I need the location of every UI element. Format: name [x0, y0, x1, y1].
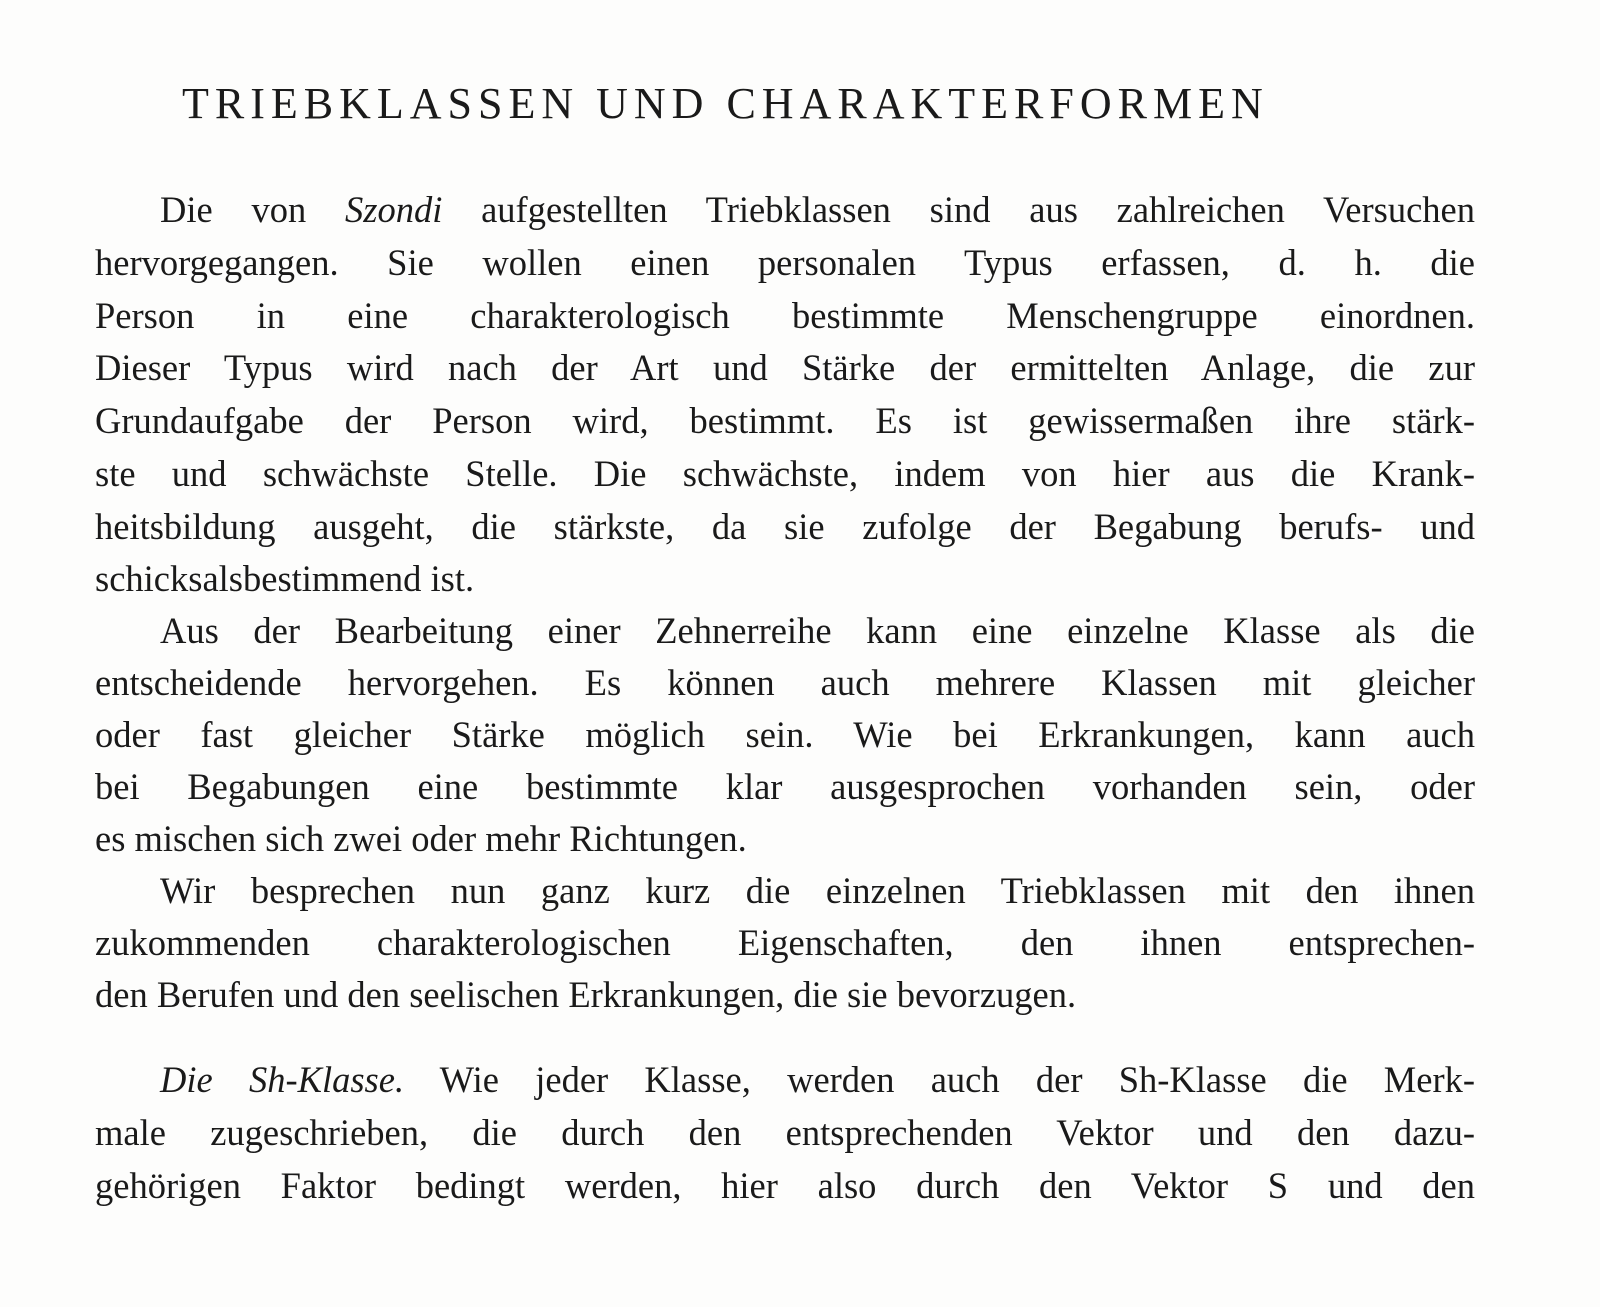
text-run: Wie jeder Klasse, werden auch der Sh-Klasse die Merk- — [404, 1059, 1476, 1100]
paragraph-3-line-2: zukommenden charakterologischen Eigenschaften, den ihnen entsprechen- — [95, 922, 1475, 963]
paragraph-1-line-5: Grundaufgabe der Person wird, bestimmt. Es ist gewissermaßen ihre stärk- — [95, 400, 1475, 441]
paragraph-1-line-3: Person in eine charakterologisch bestimmte Menschengruppe einordnen. — [95, 295, 1475, 336]
paragraph-2-line-3: oder fast gleicher Stärke möglich sein. Wie bei Erkrankungen, kann auch — [95, 714, 1475, 755]
paragraph-4-line-1 — [160, 1055, 1475, 1105]
text-run: aufgestellten Triebklassen sind aus zahlreichen Versuchen — [442, 189, 1476, 230]
paragraph-1-line-6: ste und schwächste Stelle. Die schwächste, indem von hier aus die Krank- — [95, 453, 1475, 494]
paragraph-2-line-1: Aus der Bearbeitung einer Zehnerreihe kann eine einzelne Klasse als die — [160, 610, 1475, 651]
paragraph-4-line-3: gehörigen Faktor bedingt werden, hier also durch den Vektor S und den — [95, 1165, 1475, 1206]
paragraph-1-line-7: heitsbildung ausgeht, die stärkste, da sie zufolge der Begabung berufs- und — [95, 506, 1475, 547]
paragraph-2-line-2: entscheidende hervorgehen. Es können auch mehrere Klassen mit gleicher — [95, 662, 1475, 703]
paragraph-1-line-8: schicksalsbestimmend ist. — [95, 558, 475, 599]
paragraph-3-line-1: Wir besprechen nun ganz kurz die einzelnen Triebklassen mit den ihnen — [160, 870, 1475, 911]
paragraph-1-line-4: Dieser Typus wird nach der Art und Stärke der ermittelten Anlage, die zur — [95, 347, 1475, 388]
chapter-heading: TRIEBKLASSEN UND CHARAKTERFORMEN — [182, 79, 1269, 128]
paragraph-2-line-5: es mischen sich zwei oder mehr Richtungen. — [95, 818, 747, 859]
paragraph-4-line-2: male zugeschrieben, die durch den entsprechenden Vektor und den dazu- — [95, 1112, 1475, 1153]
paragraph-2-line-4: bei Begabungen eine bestimmte klar ausgesprochen vorhanden sein, oder — [95, 766, 1475, 807]
author-name-italic: Szondi — [344, 189, 443, 230]
paragraph-1-line-2: hervorgegangen. Sie wollen einen personalen Typus erfassen, d. h. die — [95, 242, 1475, 283]
text-run: Die von — [160, 189, 345, 230]
section-title-italic: Die Sh-Klasse. — [160, 1059, 405, 1100]
paragraph-1-line-1 — [160, 185, 1475, 235]
paragraph-3-line-3: den Berufen und den seelischen Erkrankungen, die sie bevorzugen. — [95, 974, 1077, 1015]
